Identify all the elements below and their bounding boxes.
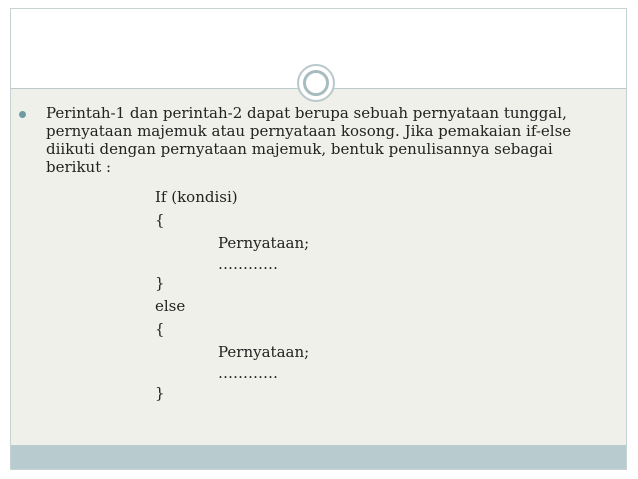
code-statement-1: Pernyataan; [218, 234, 310, 252]
code-else-line: else [155, 297, 186, 315]
bullet-paragraph: Perintah-1 dan perintah-2 dapat berupa sebuah pernyataan tunggal, pernyataan majemuk atau pernyataan kosong. Jika pemakaian if-else diikuti dengan pernyataan majemuk, bentuk penulisannya sebagai berikut : [46, 104, 572, 176]
bullet-icon [19, 111, 26, 118]
code-dots-1: ………… [218, 255, 278, 273]
slide-footer-bar [11, 445, 626, 469]
code-dots-2: ………… [218, 364, 278, 382]
code-statement-2: Pernyataan; [218, 343, 310, 361]
code-close-brace-1: } [155, 274, 165, 292]
ring-ornament-icon [297, 64, 335, 102]
code-close-brace-2: } [155, 384, 165, 402]
code-if-line: If (kondisi) [155, 188, 238, 206]
code-open-brace-1: { [155, 211, 165, 229]
code-open-brace-2: { [155, 320, 165, 338]
body-text [32, 104, 602, 176]
